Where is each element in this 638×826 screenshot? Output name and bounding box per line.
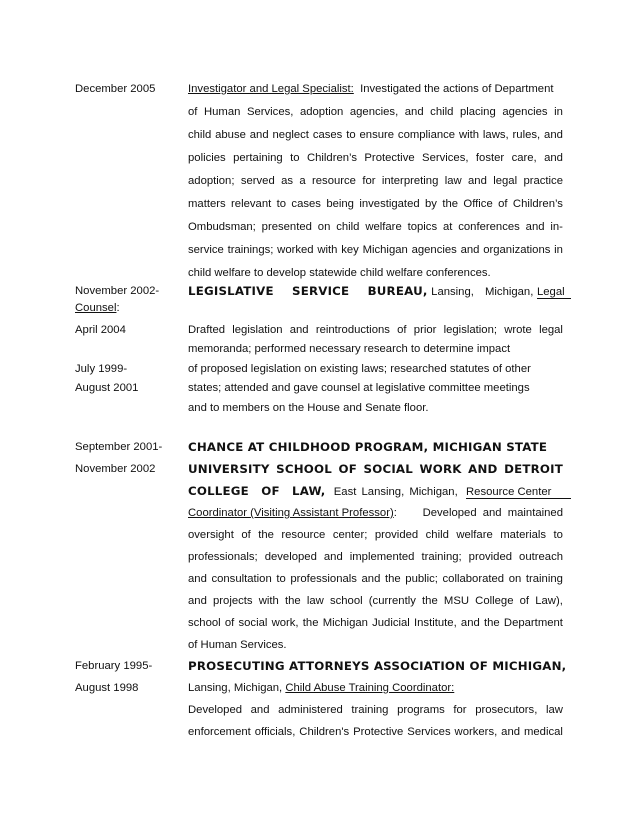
entry-1-job-title: Investigator and Legal Specialist: [188, 83, 354, 95]
entry-2-line: of proposed legislation on existing laws; researched statutes of other [188, 363, 531, 375]
entry-3-organization: UNIVERSITY SCHOOL OF SOCIAL WORK AND DETROIT [188, 462, 563, 476]
entry-3-organization: COLLEGE OF LAW, [188, 484, 326, 498]
entry-3-header [188, 484, 571, 499]
entry-2-line: and to members on the House and Senate floor. [188, 402, 429, 414]
entry-2-date-start: November 2002- [75, 285, 160, 297]
entry-1-line: child abuse and neglect cases to ensure compliance with laws, rules, and [188, 129, 563, 141]
entry-4-location: Lansing, Michigan, [188, 682, 283, 694]
entry-3-organization: CHANCE AT CHILDHOOD PROGRAM, MICHIGAN STATE [188, 440, 548, 454]
entry-4-organization: PROSECUTING ATTORNEYS ASSOCIATION OF MICHIGAN, [188, 659, 567, 673]
entry-3-line: oversight of the resource center; provided child welfare materials to [188, 529, 563, 541]
entry-3-line: professionals; developed and implemented training; provided outreach [188, 551, 563, 563]
entry-1-first-line [188, 82, 554, 96]
entry-1-line: Ombudsman; presented on child welfare topics at conferences and in- [188, 221, 563, 233]
entry-3-line: Coordinator (Visiting Assistant Professor): Developed and maintained [188, 507, 563, 519]
entry-3-job-title-cont: Coordinator (Visiting Assistant Professor) [188, 507, 394, 519]
entry-2-header [188, 284, 571, 299]
entry-4-line: enforcement officials, Children's Protective Services workers, and medical [188, 726, 563, 738]
entry-1-line: service trainings; worked with key Michigan agencies and organizations in [188, 244, 563, 256]
entry-3-date-end: November 2002 [75, 463, 156, 475]
entry-3-line: of Human Services. [188, 639, 287, 651]
entry-1-line: adoption; served as a resource for interpreting law and legal practice [188, 175, 563, 187]
entry-3-location: East Lansing, Michigan, [333, 486, 458, 498]
entry-2-line: memoranda; performed necessary research to determine impact [188, 343, 511, 355]
entry-1-line: of Human Services, adoption agencies, and child placing agencies in [188, 106, 563, 118]
entry-2-organization: LEGISLATIVE SERVICE BUREAU, [188, 284, 428, 298]
entry-1-date: December 2005 [75, 83, 156, 95]
entry-3-job-title: Resource Center [466, 486, 571, 499]
entry-4-line: Developed and administered training programs for prosecutors, law [188, 704, 563, 716]
entry-4-job-title: Child Abuse Training Coordinator: [285, 682, 455, 694]
entry-1-line: matters relevant to cases being investigated by the Office of Children’s [188, 198, 563, 210]
entry-3-text: Developed and maintained [422, 507, 563, 519]
entry-4-date-start: February 1995- [75, 660, 153, 672]
entry-1-text: Investigated the actions of Department [360, 83, 554, 95]
entry-3-line: and consultation to professionals and the public; collaborated on training [188, 573, 563, 585]
entry-4-date-end: August 1998 [75, 682, 139, 694]
entry-3-date-start: September 2001- [75, 441, 163, 453]
entry-2-location: Lansing, Michigan, [431, 286, 534, 298]
entry-3-line: school of social work, the Michigan Judicial Institute, and the Department [188, 617, 563, 629]
entry-2-line: Drafted legislation and reintroductions of prior legislation; wrote legal [188, 324, 563, 336]
entry-2-date-end: April 2004 [75, 324, 126, 336]
entry-2-line: states; attended and gave counsel at legislative committee meetings [188, 382, 530, 394]
entry-2-title-end: Counsel: [75, 302, 120, 314]
entry-3-line: and projects with the law school (currently the MSU College of Law), [188, 595, 563, 607]
entry-1-line: policies pertaining to Children’s Protective Services, foster care, and [188, 152, 563, 164]
entry-2-job-title-start: Legal [537, 286, 571, 299]
entry-1-line: child welfare to develop statewide child welfare conferences. [188, 267, 491, 279]
entry-2-date-prior-start: July 1999- [75, 363, 128, 375]
entry-4-header [188, 681, 454, 695]
entry-2-date-prior-end: August 2001 [75, 382, 139, 394]
